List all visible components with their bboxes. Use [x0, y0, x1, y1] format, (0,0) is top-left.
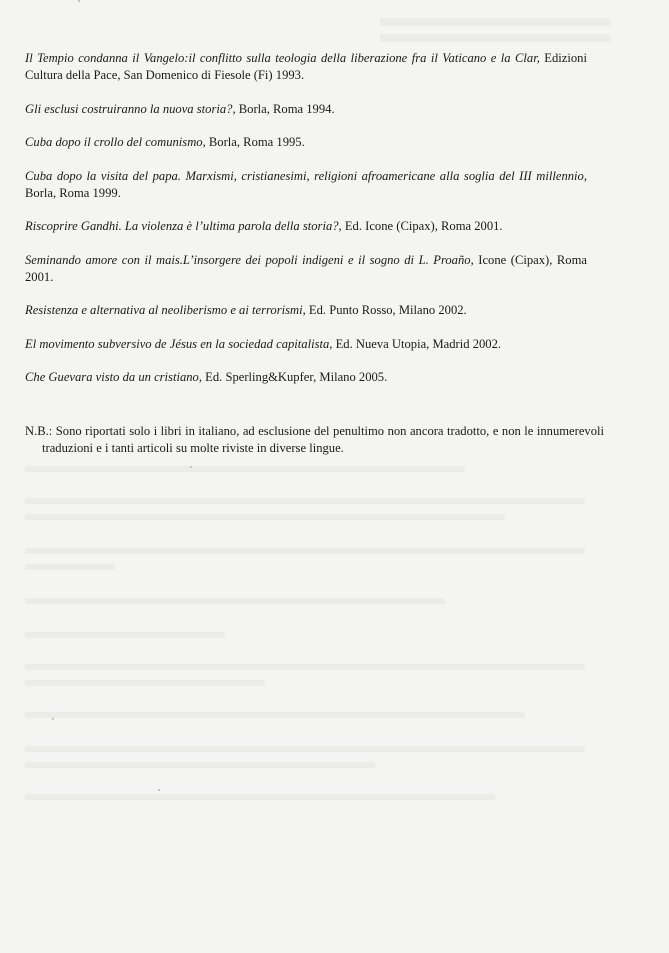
bibliography-list [25, 50, 587, 403]
bleed-through-line [25, 632, 225, 638]
publication-details: , Ed. Icone (Cipax), Roma 2001. [338, 219, 503, 233]
book-title: Gli esclusi costruiranno la nuova storia? [25, 101, 233, 116]
book-title: Cuba dopo il crollo del comunismo [25, 135, 203, 149]
book-title: El movimento subversivo de Jésus en la sociedad capitalista [25, 336, 330, 351]
bibliography-entry [25, 168, 587, 202]
book-title: Che Guevara visto da un cristiano [25, 370, 199, 384]
book-title: Cuba dopo la visita del papa. Marxismi, cristianesimi, religioni afroamericane alla soglia del III millennio, [25, 168, 587, 183]
bleed-through-line [25, 762, 375, 768]
bibliography-entry [25, 302, 587, 319]
speck [52, 718, 54, 720]
bleed-through-line [25, 794, 495, 800]
bleed-through-line [25, 564, 115, 570]
bibliography-entry [25, 50, 587, 84]
bleed-through-line [380, 34, 610, 42]
bibliography-entry [25, 134, 587, 151]
bleed-through-line [25, 664, 585, 670]
book-title: Riscoprire Gandhi. La violenza è l’ultima parola della storia? [25, 219, 339, 233]
publication-details: , Ed. Nueva Utopia, Madrid 2002. [329, 336, 502, 351]
book-title: Seminando amore con il mais.L’insorgere dei popoli indigeni e il sogno di L. Proaño, [25, 252, 474, 267]
publication-details: , Ed. Sperling&Kupfer, Milano 2005. [198, 370, 388, 384]
speck [78, 0, 80, 2]
publication-details: Edizioni Cultura della Pace, San Domenico di Fiesole (Fi) 1993. [25, 51, 587, 82]
bleed-through-line [25, 746, 585, 752]
bibliography-entry [25, 369, 587, 386]
bibliography-entry [25, 336, 587, 353]
bleed-through-line [25, 514, 505, 520]
speck [158, 789, 160, 791]
book-title: Il Tempio condanna il Vangelo:il conflitto sulla teologia della liberazione fra il Vaticano e la Clar, [25, 51, 540, 65]
bleed-through-line [380, 18, 610, 26]
bibliography-entry [25, 218, 587, 235]
bibliography-entry [25, 252, 587, 286]
bleed-through-line [25, 466, 465, 472]
bleed-through-line [25, 498, 585, 504]
publication-details: , Borla, Roma 1995. [202, 135, 305, 149]
bleed-through-line [25, 680, 265, 686]
book-title: Resistenza e alternativa al neoliberismo e ai terrorismi [25, 303, 303, 317]
bleed-through-line [25, 712, 525, 718]
publication-details: , Ed. Punto Rosso, Milano 2002. [302, 303, 467, 317]
bleed-through-line [25, 598, 445, 604]
publication-details: Borla, Roma 1999. [25, 185, 121, 200]
bleed-through-line [25, 548, 585, 554]
speck [190, 466, 192, 468]
footnote: N.B.: Sono riportati solo i libri in italiano, ad esclusione del penultimo non ancora tradotto, e non le innumerevoli traduzioni e i tanti articoli su molte riviste in diverse lingue. [25, 424, 604, 455]
publication-details: , Borla, Roma 1994. [232, 101, 335, 116]
bibliography-entry [25, 101, 587, 118]
publication-details: Icone (Cipax), Roma 2001. [25, 252, 587, 284]
